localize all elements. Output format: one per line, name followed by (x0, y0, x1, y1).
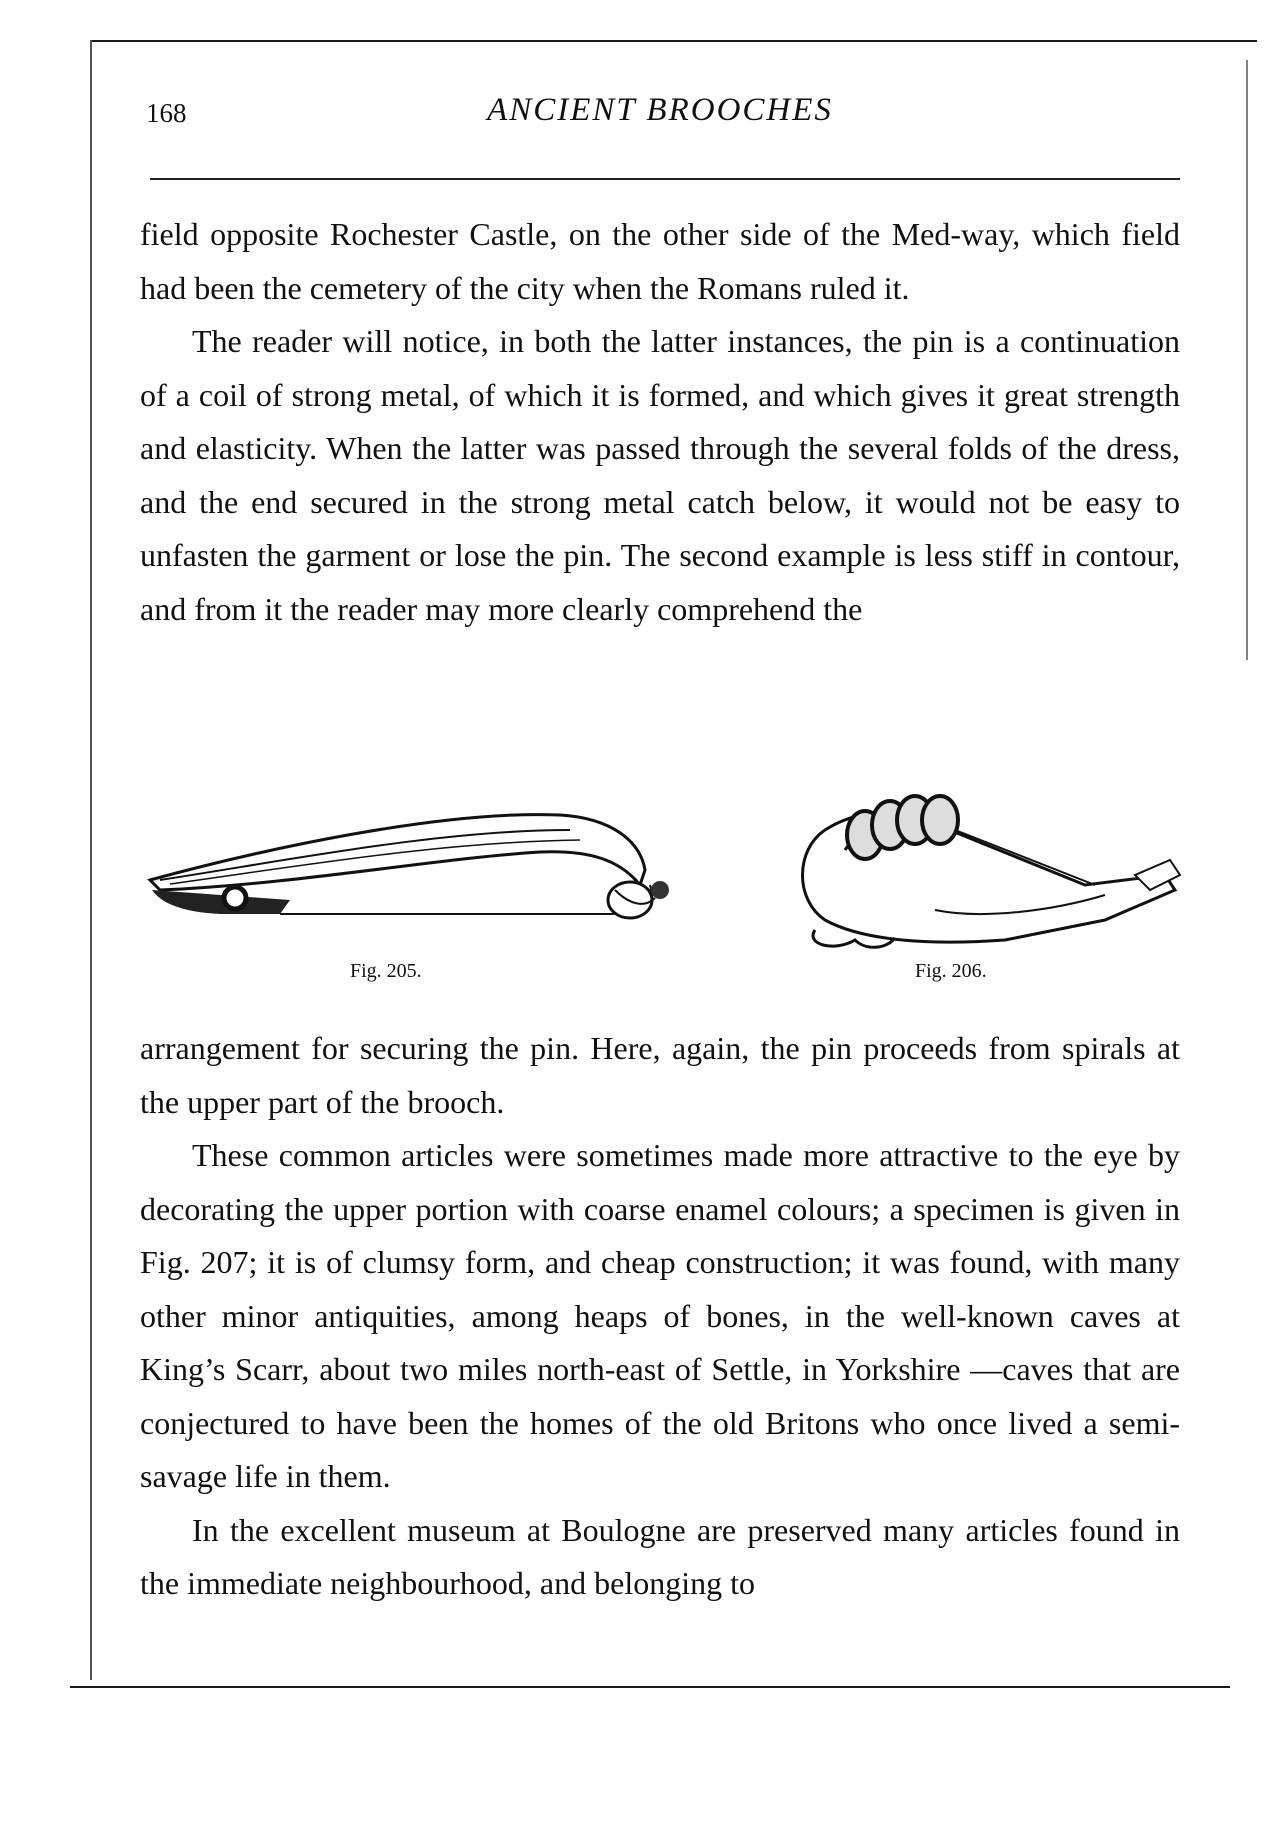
figure-205 (140, 790, 680, 982)
paragraph: These common articles were sometimes made more attractive to the eye by decorating the upper portion with coarse enamel colours; a specimen is given in Fig. 207; it is of clumsy form, and cheap construction; it was found, with many other minor antiquities, among heaps of bones, in the well-known caves at King’s Scarr, about two miles north-east of Settle, in Yorkshire —caves that are conjectured to have been the homes of the old Britons who once lived a semi-savage life in them. (140, 1137, 1180, 1494)
paragraph: arrangement for securing the pin. Here, again, the pin proceeds from spirals at the upper part of the brooch. (140, 1030, 1180, 1120)
page-border-bottom (70, 1686, 1230, 1688)
paragraph: The reader will notice, in both the latter instances, the pin is a continuation of a coil of strong metal, of which it is formed, and which gives it great strength and elasticity. When the latter was passed through the several folds of the dress, and the end secured in the strong metal catch below, it would not be easy to unfasten the garment or lose the pin. The second example is less stiff in contour, and from it the reader may more clearly comprehend the (140, 323, 1180, 627)
body-text-top (140, 208, 1180, 636)
figure-caption: Fig. 206. (915, 960, 987, 982)
page-number: 168 (146, 98, 187, 128)
running-title: ANCIENT BROOCHES (487, 92, 833, 128)
paragraph: field opposite Rochester Castle, on the other side of the Med-way, which field had been the cemetery of the city when the Romans ruled it. (140, 216, 1180, 306)
body-text-bottom (140, 1022, 1180, 1611)
figure-206 (755, 780, 1185, 982)
brooch-illustration-icon (140, 790, 680, 950)
page-border-left (90, 40, 92, 1680)
page-border-top (92, 40, 1257, 42)
header-rule (150, 178, 1180, 180)
brooch-illustration-icon (755, 780, 1185, 955)
running-head (140, 92, 1180, 142)
paragraph: In the excellent museum at Boulogne are preserved many articles found in the immediate neighbourhood, and belonging to (140, 1511, 1180, 1601)
figure-caption: Fig. 205. (350, 960, 422, 982)
page-border-right (1246, 60, 1248, 660)
